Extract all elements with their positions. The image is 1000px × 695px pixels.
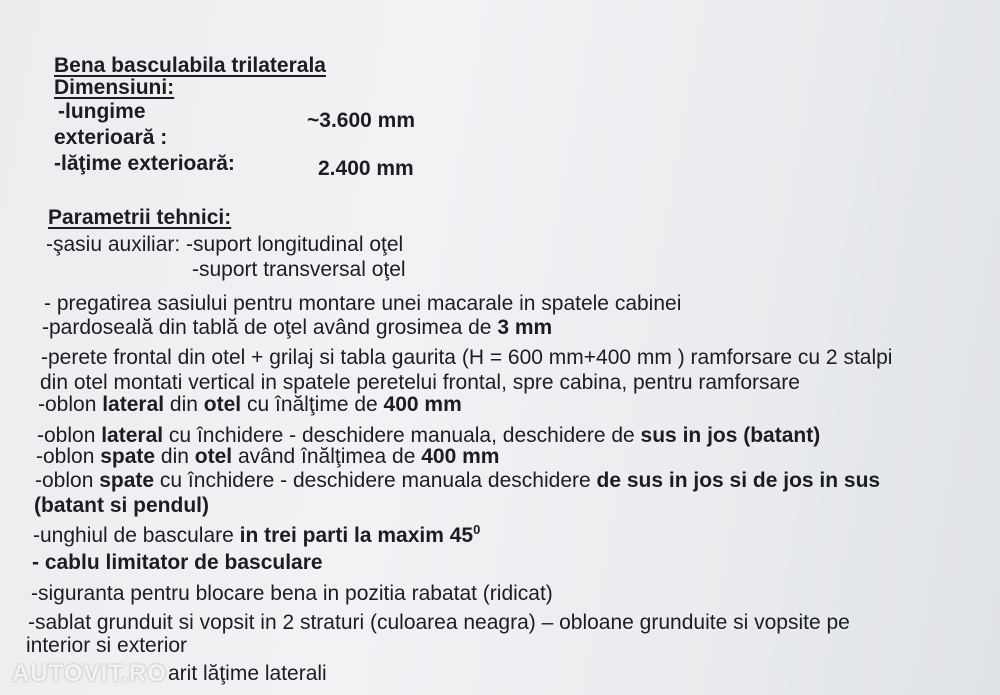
- dimensions-heading-text: Dimensiuni:: [54, 76, 175, 99]
- document-title: [54, 54, 326, 78]
- floor-text: -pardoseală din tablă de oţel având grosimea de: [42, 316, 498, 339]
- param-line-rear-gate-closing: [35, 469, 880, 493]
- t-bold: spate: [100, 445, 156, 468]
- t: -oblon: [37, 424, 102, 447]
- title-text: Bena basculabila trilaterala: [54, 54, 326, 77]
- t: având înălţimea de: [232, 445, 422, 468]
- t-bold: lateral: [101, 424, 164, 447]
- param-line-paint-2: interior si exterior: [26, 634, 188, 657]
- param-line-safety-lock: -siguranta pentru blocare bena in pozitia rabatat (ridicat): [31, 582, 553, 605]
- t: -oblon: [36, 445, 101, 468]
- t: cu înălţime de: [241, 393, 384, 416]
- t-bold: 400 mm: [383, 393, 462, 416]
- t: -oblon: [35, 469, 100, 492]
- watermark-logo: AUTOVIT.RO: [12, 660, 167, 687]
- param-line-cable-limiter: - cablu limitator de basculare: [32, 551, 323, 574]
- length-label-2: exterioară :: [54, 126, 168, 149]
- t: -oblon: [38, 393, 103, 416]
- width-value: 2.400 mm: [318, 157, 414, 180]
- degree-sup: 0: [473, 522, 481, 537]
- t: din: [155, 445, 195, 468]
- floor-thickness: 3 mm: [497, 316, 553, 339]
- param-line-rear-gate-closing-2: (batant si pendul): [34, 494, 209, 517]
- width-label: -lăţime exterioară:: [54, 152, 235, 175]
- param-line-rear-gate: [36, 445, 499, 469]
- dimensions-heading: [54, 76, 174, 100]
- t-bold: 400 mm: [421, 445, 500, 468]
- t-bold: lateral: [102, 393, 165, 416]
- t-bold: in trei parti la maxim 45: [239, 524, 474, 547]
- param-line-crane: - pregatirea sasiului pentru montare unei macarale in spatele cabinei: [44, 292, 682, 315]
- t-bold: de sus in jos si de jos in sus: [596, 469, 881, 492]
- parameters-heading-text: Parametrii tehnici:: [48, 206, 232, 229]
- t-bold: spate: [99, 469, 155, 492]
- t: cu închidere - deschidere manuala, deschidere de: [163, 424, 641, 447]
- length-label-1: -lungime: [58, 100, 146, 123]
- t-bold: sus in jos (batant): [640, 424, 821, 447]
- parameters-heading: [48, 206, 231, 230]
- length-value: ~3.600 mm: [307, 109, 415, 132]
- param-line-floor: [42, 316, 552, 340]
- t-bold: otel: [194, 445, 233, 468]
- param-line-partial: arit lăţime laterali: [168, 662, 327, 685]
- t: cu închidere - deschidere manuala deschidere: [154, 469, 597, 492]
- t-bold: otel: [203, 393, 242, 416]
- param-line-tipping-angle: [33, 524, 480, 548]
- param-line-front-wall-2: din otel montati vertical in spatele peretelui frontal, spre cabina, pentru ramforsare: [40, 371, 800, 394]
- param-line-paint: -sablat grunduit si vopsit in 2 straturi (culoarea neagra) – obloane grunduite si vopsite pe: [28, 611, 850, 634]
- param-line-front-wall: -perete frontal din otel + grilaj si tabla gaurita (H = 600 mm+400 mm ) ramforsare cu 2 stalpi: [41, 346, 893, 369]
- param-line-chassis: -şasiu auxiliar: -suport longitudinal oţel: [46, 233, 404, 256]
- param-line-chassis-2: -suport transversal oţel: [192, 258, 406, 281]
- param-line-side-gate: [38, 393, 462, 417]
- t: din: [164, 393, 204, 416]
- t: -unghiul de basculare: [33, 524, 240, 547]
